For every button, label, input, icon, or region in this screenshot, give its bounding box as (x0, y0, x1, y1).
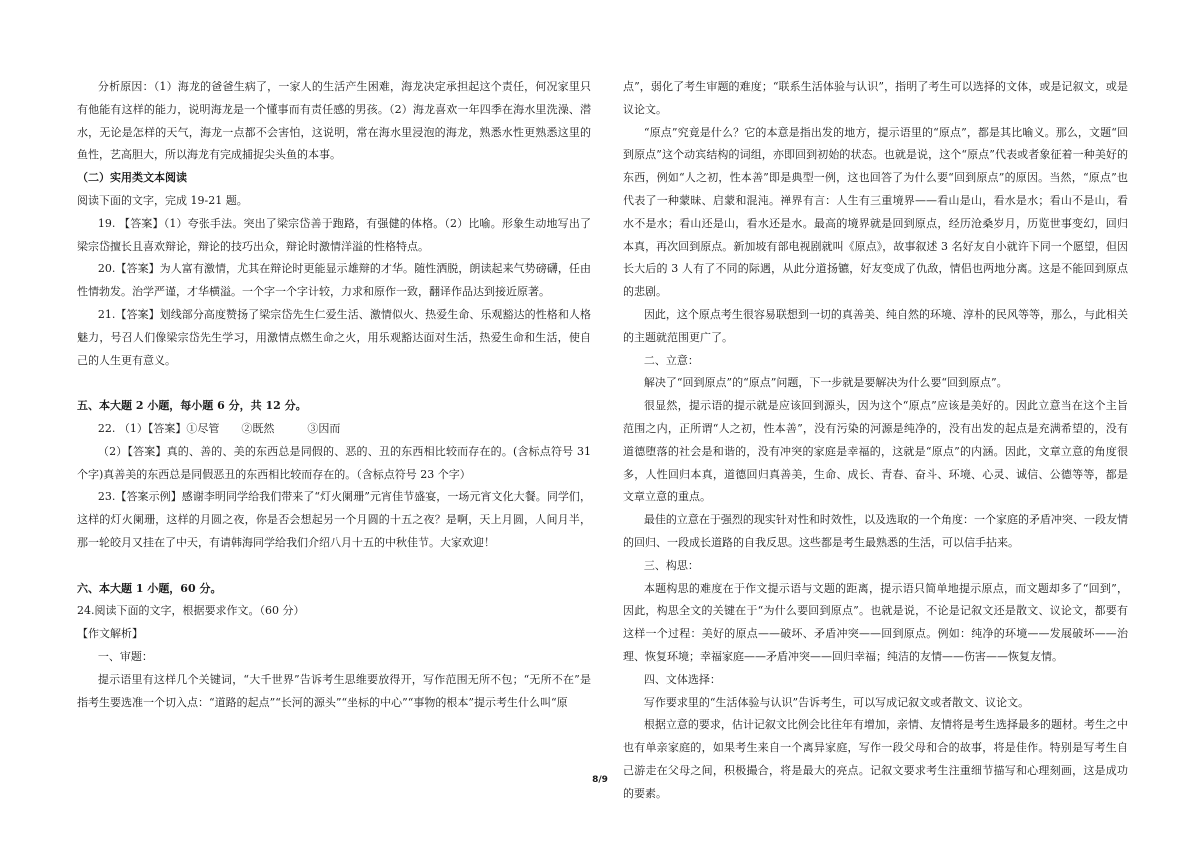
answer-20: 20.【答案】为人富有激情，尤其在辩论时更能显示雄辩的才华。随性洒脱，朗读起来气势磅礴，任由性情勃发。治学严谨，才华横溢。一个字一个字计较，力求和原作一致，翻译作品达到接近原著。 (77, 262, 591, 299)
answer-21: 21.【答案】划线部分高度赞扬了梁宗岱先生仁爱生活、激情似火、热爱生命、乐观豁达的性格和人格魅力，号召人们像梁宗岱先生学习，用激情点燃生命之火，用乐观豁达面对生活，热爱生命和生活，使自己的人生更有意义。 (77, 307, 591, 367)
subheading-review: 一、审题： (97, 649, 153, 663)
answer-23: 23.【答案示例】感谢李明同学给我们带来了“灯火阑珊”元宵佳节盛宴，一场元宵文化大餐。同学们，这样的灯火阑珊，这样的月圆之夜，你是否会想起另一个月圆的十五之夜？是啊，天上月圆，人间月半，那一轮皎月又挂在了中天，有请韩海同学给我们介绍八月十五的中秋佳节。大家欢迎！ (77, 490, 591, 549)
answer-19: 19. 【答案】（1）夸张手法。突出了梁宗岱善于跑路，有强健的体格。（2）比喻。形象生动地写出了梁宗岱擅长且喜欢辩论，辩论的技巧出众，辩论时激情洋溢的性格特点。 (77, 216, 591, 253)
spacer (77, 372, 591, 395)
paragraph-theme-detail: 很显然，提示语的提示就是应该回到源头，因为这个“原点”应该是美好的。因此立意当在这个主旨范围之内，正所谓“人之初，性本善”，没有污染的河源是纯净的，没有出发的起点是充满希望的，没有道德堕落的社会是和谐的，没有冲突的家庭是幸福的，这就是“原点”的内涵。因此，文章立意的角度很多，人性回归本真，道德回归真善美，生命、成长、青春、奋斗、环境、心灵、诚信、公德等等，都是文章立意的重点。 (623, 399, 1128, 504)
paragraph-analysis: 分析原因：（1）海龙的爸爸生病了，一家人的生活产生困难，海龙决定承担起这个责任，何况家里只有他能有这样的能力，说明海龙是一个懂事而有责任感的男孩。（2）海龙喜欢一年四季在海水里洗澡、潜水，无论是怎样的天气，海龙一点都不会害怕，这说明，常在海水里浸泡的海龙，熟悉水性更熟悉这里的鱼性，艺高胆大，所以海龙有完成捕捉尖头鱼的本事。 (77, 80, 591, 162)
paragraph-origin-meaning: “原点”究竟是什么？它的本意是指出发的地方，提示语里的“原点”，都是其比喻义。那么，文题“回到原点”这个动宾结构的词组，亦即回到初始的状态。也就是说，这个“原点”代表或者象征着一种美好的东西，例如“人之初，性本善”即是典型一例，这也回答了为什么要“回到原点”的原因。当然，“原点”也代表了一种蒙昧、启蒙和混沌。禅界有言：人生有三重境界——看山是山，看水是水；看山不是山，看水不是水；看山还是山，看水还是水。最高的境界就是回到原点，经历沧桑岁月，历览世事变幻，回归本真，再次回到原点。新加坡有部电视剧就叫《原点》，故事叙述 3 名好友自小就许下同一个愿望，但因长大后的 3 人有了不同的际遇，从此分道扬镳，好友变成了仇敌，情侣也两地分离。这是不能回到原点的悲剧。 (623, 125, 1128, 299)
section-heading-practical-text: （二）实用类文本阅读 (77, 171, 187, 185)
paragraph-reading-instruction: 阅读下面的文字，完成 19-21 题。 (77, 193, 248, 207)
question-24: 24.阅读下面的文字，根据要求作文。（60 分） (77, 604, 305, 618)
answer-22-2: （2）【答案】真的、善的、美的东西总是同假的、恶的、丑的东西相比较而存在的。(含标点符号 31 个字)真善美的东西总是同假恶丑的东西相比较而存在的。（含标点符号 23 个字） (77, 444, 591, 481)
paragraph-genre-advice: 根据立意的要求，估计记叙文比例会比往年有增加，亲情、友情将是考生选择最多的题材。考生之中也有单亲家庭的，如果考生来自一个离异家庭，写作一段父母和合的故事，将是佳作。特别是写考生自己游走在父母之间，积极撮合，将是最大的亮点。记叙文要求考生注重细节描写和心理刻画，这是成功的要素。 (623, 718, 1128, 800)
paragraph-genre-requirement: 写作要求里的“生活体验与认识”告诉考生，可以写成记叙文或者散文、议论文。 (643, 695, 1030, 709)
paragraph-theme-scope: 因此，这个原点考生很容易联想到一切的真善美、纯自然的环境、淳朴的民风等等，那么，与此相关的主题就范围更广了。 (623, 307, 1128, 344)
right-column (623, 76, 1128, 806)
paragraph-structure: 本题构思的难度在于作文提示语与文题的距离，提示语只简单地提示原点，而文题却多了“回到”，因此，构思全文的关键在于“为什么要回到原点”。也就是说，不论是记叙文还是散文、议论文，都要有这样一个过程：美好的原点——破坏、矛盾冲突——回到原点。例如：纯净的环境——发展破坏——治理、恢复环境；幸福家庭——矛盾冲突——回归幸福；纯洁的友情——伤害——恢复友情。 (623, 581, 1128, 663)
subheading-genre: 四、文体选择： (643, 672, 721, 686)
paragraph-review: 提示语里有这样几个关键词，“大千世界”告诉考生思维要放得开，写作范围无所不包；“无所不在”是指考生要选准一个切入点：“道路的起点”“长河的源头”“坐标的中心”“事物的根本”提示考生什么叫“原 (77, 672, 591, 709)
section-heading-five: 五、本大题 2 小题，每小题 6 分，共 12 分。 (77, 399, 307, 413)
subheading-structure: 三、构思： (643, 558, 699, 572)
paragraph-continuation: 点”，弱化了考生审题的难度；“联系生活体验与认识”，指明了考生可以选择的文体，或是记叙文，或是议论文。 (623, 80, 1128, 116)
paragraph-best-theme: 最佳的立意在于强烈的现实针对性和时效性，以及选取的一个角度：一个家庭的矛盾冲突、一段友情的回归、一段成长道路的自我反思。这些都是考生最熟悉的生活，可以信手拈来。 (623, 513, 1128, 549)
left-column (77, 76, 591, 714)
essay-analysis-label: 【作文解析】 (77, 627, 143, 641)
answer-22-1: 22. （1）【答案】①尽管 ②既然 ③因而 (97, 421, 341, 435)
section-heading-six: 六、本大题 1 小题，60 分。 (77, 581, 222, 595)
paragraph-theme-problem: 解决了“回到原点”的“原点”问题，下一步就是要解决为什么要“回到原点”。 (643, 376, 1008, 390)
subheading-theme: 二、立意： (643, 353, 699, 367)
page-number: 8/9 (592, 775, 608, 785)
spacer (77, 555, 591, 578)
